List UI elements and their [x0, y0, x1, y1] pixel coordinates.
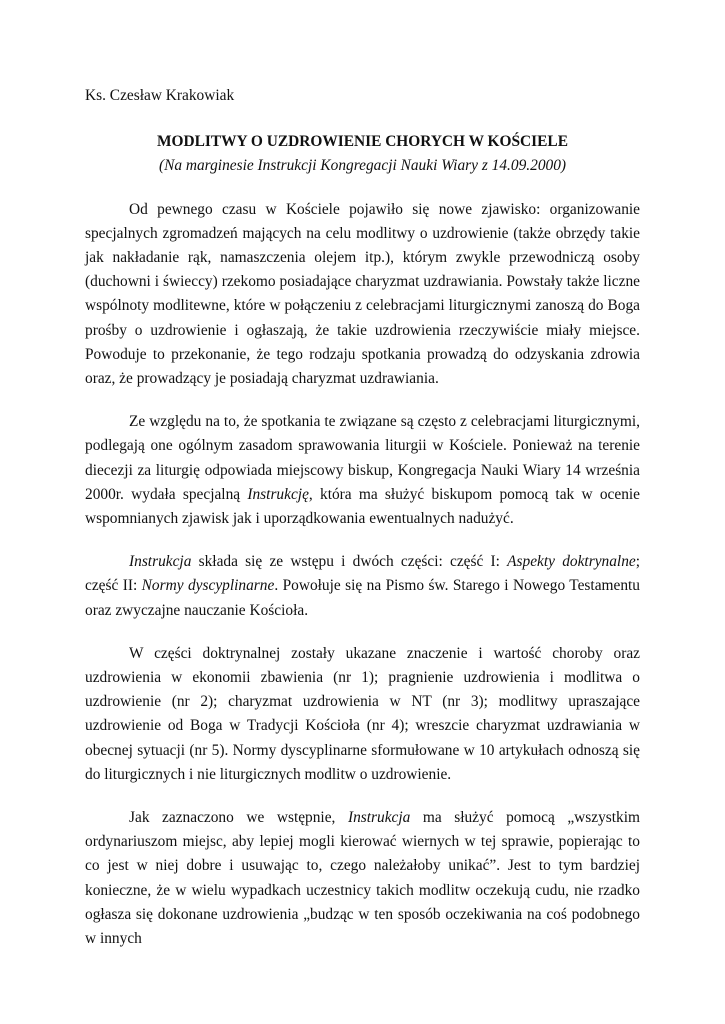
- instrukcja-emphasis: Instrukcję: [247, 485, 309, 503]
- part-one-title: Aspekty doktrynalne: [507, 553, 636, 571]
- paragraph-2-text-c: , która ma służyć biskupom pomocą tak w ocenie wspomnianych zjawisk jak i uporządkowania ewentualnych nadużyć.: [85, 485, 640, 528]
- part-two-title: Normy dyscyplinarne: [141, 577, 275, 595]
- instrukcja-emphasis: Instrukcja: [129, 553, 192, 571]
- instrukcja-emphasis: Instrukcja: [347, 809, 411, 827]
- paragraph-3: [85, 550, 640, 623]
- paragraph-5-text-a: Jak zaznaczono we wstępnie,: [129, 809, 348, 827]
- paragraph-4: W części doktrynalnej zostały ukazane znaczenie i wartość choroby oraz uzdrowienia w ekonomii zbawienia (nr 1); pragnienie uzdrowienia i modlitwa o uzdrowienie (nr 2); charyzmat uzdrowienia w NT (nr 3); modlitwy upraszające uzdrowienie od Boga w Tradycji Kościoła (nr 4); wreszcie charyzmat uzdrawiania w obecnej sytuacji (nr 5). Normy dyscyplinarne sformułowane w 10 artykułach odnoszą się do liturgicznych i nie liturgicznych modlitw o uzdrowienie.: [85, 644, 640, 783]
- paragraph-5-text-c: ma służyć pomocą „wszystkim ordynariuszom miejsc, aby lepiej mogli kierować wiernych w tej sprawie, popierając to co jest w niej dobre i usuwając to, czego należałoby unikać”. Jest to tym bardziej konieczne, że w wielu wypadkach uczestnicy takich modlitw oczekują cudu, nie rzadko ogłasza się dokonane uzdrowienia „budząc w ten sposób oczekiwania na coś podobnego w innych: [85, 809, 640, 948]
- document-subtitle: (Na marginesie Instrukcji Kongregacji Nauki Wiary z 14.09.2000): [158, 157, 567, 175]
- paragraph-1: Od pewnego czasu w Kościele pojawiło się nowe zjawisko: organizowanie specjalnych zgromadzeń mających na celu modlitwy o uzdrowienie (także obrzędy takie jak nakładanie rąk, namaszczenia olejem itp.), którym zwykle przewodniczą osoby (duchowni i świeccy) rzekomo posiadające charyzmat uzdrawiania. Powstały także liczne wspólnoty modlitewne, które w połączeniu z celebracjami liturgicznymi zanoszą do Boga prośby o uzdrowienie i ogłaszają, że takie uzdrowienia rzeczywiście miały miejsce. Powoduje to przekonanie, że tego rodzaju spotkania prowadzą do odzyskania zdrowia oraz, że prowadzący je posiadają charyzmat uzdrawiania.: [85, 200, 640, 388]
- document-title: MODLITWY O UZDROWIENIE CHORYCH W KOŚCIELE: [157, 133, 568, 151]
- paragraph-3-text-b: składa się ze wstępu i dwóch części: część I:: [191, 553, 508, 571]
- paragraph-3-text-f: . Powołuje się na Pismo św. Starego i Nowego Testamentu oraz zwyczajne nauczanie Kościoła.: [85, 577, 640, 619]
- paragraph-2-text-a: Ze względu na to, że spotkania te związane są często z celebracjami liturgicznymi, podlegają one ogólnym zasadom sprawowania liturgii w Kościele. Ponieważ na terenie diecezji za liturgię odpowiada miejscowy biskup, Kongregacja Nauki Wiary 14 września 2000r. wydała specjalną: [85, 413, 640, 503]
- paragraph-2: [85, 410, 640, 531]
- paragraph-5: [85, 806, 640, 951]
- paragraph-3-text-d: ; część II:: [85, 553, 641, 595]
- author-line: Ks. Czesław Krakowiak: [85, 87, 235, 104]
